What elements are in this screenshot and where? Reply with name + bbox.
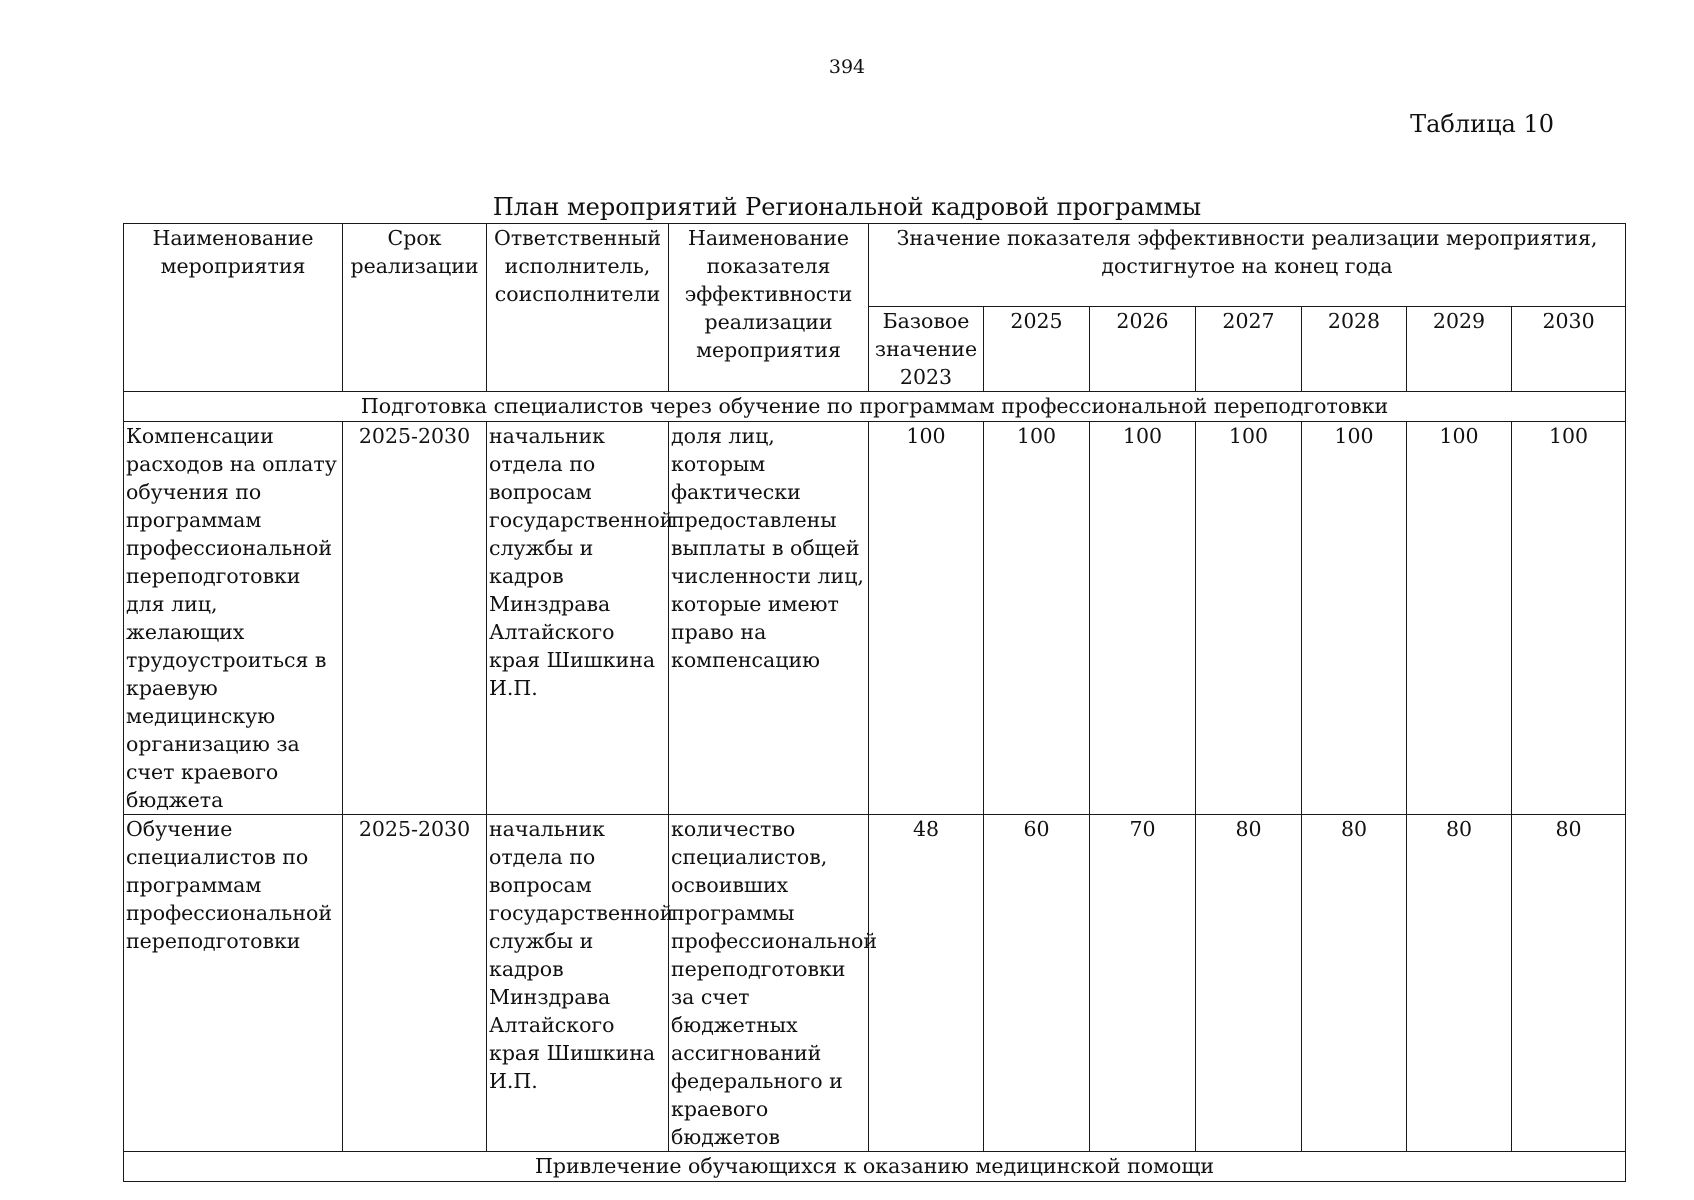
table-row [124, 815, 1626, 1152]
section-row [124, 392, 1626, 422]
header-year: 2030 [1512, 307, 1626, 392]
value-cell: 100 [1302, 422, 1407, 815]
event-cell: Компенсации расходов на оплату обучения по программам профессиональной переподготовки для лиц, желающих трудоустроиться в краевую медицинскую организацию за счет краевого бюджета [124, 422, 343, 815]
header-indicator: Наименование показателя эффективности реализации мероприятия [669, 224, 869, 392]
plan-table [123, 223, 1626, 1182]
value-cell: 48 [869, 815, 984, 1152]
header-year: 2028 [1302, 307, 1407, 392]
value-cell: 100 [1090, 422, 1196, 815]
header-year: 2026 [1090, 307, 1196, 392]
value-cell: 70 [1090, 815, 1196, 1152]
responsible-cell: начальник отдела по вопросам государственной службы и кадров Минздрава Алтайского края Шишкина И.П. [487, 422, 669, 815]
header-event-name: Наименование мероприятия [124, 224, 343, 392]
header-year: 2025 [984, 307, 1090, 392]
section-title: Привлечение обучающихся к оказанию медицинской помощи [124, 1152, 1626, 1182]
value-cell: 80 [1512, 815, 1626, 1152]
value-cell: 100 [1407, 422, 1512, 815]
section-title: Подготовка специалистов через обучение по программам профессиональной переподготовки [124, 392, 1626, 422]
table-row [124, 422, 1626, 815]
table-label: Таблица 10 [1410, 110, 1554, 138]
header-row-1 [124, 224, 1626, 307]
responsible-cell: начальник отдела по вопросам государственной службы и кадров Минздрава Алтайского края Шишкина И.П. [487, 815, 669, 1152]
indicator-cell: количество специалистов, освоивших программы профессиональной переподготовки за счет бюджетных ассигнований федерального и краевого бюджетов [669, 815, 869, 1152]
value-cell: 80 [1302, 815, 1407, 1152]
header-responsible: Ответственный исполнитель, соисполнители [487, 224, 669, 392]
value-cell: 80 [1196, 815, 1302, 1152]
value-cell: 100 [1196, 422, 1302, 815]
event-cell: Обучение специалистов по программам профессиональной переподготовки [124, 815, 343, 1152]
header-year: 2029 [1407, 307, 1512, 392]
term-cell: 2025-2030 [343, 815, 487, 1152]
value-cell: 100 [869, 422, 984, 815]
value-cell: 60 [984, 815, 1090, 1152]
document-title: План мероприятий Региональной кадровой программы [492, 193, 1202, 221]
header-year: 2027 [1196, 307, 1302, 392]
value-cell: 100 [1512, 422, 1626, 815]
term-cell: 2025-2030 [343, 422, 487, 815]
section-row [124, 1152, 1626, 1182]
value-cell: 100 [984, 422, 1090, 815]
header-base-value: Базовое значение 2023 [869, 307, 984, 392]
value-cell: 80 [1407, 815, 1512, 1152]
header-term: Срок реализации [343, 224, 487, 392]
indicator-cell: доля лиц, которым фактически предоставлены выплаты в общей численности лиц, которые имеют право на компенсацию [669, 422, 869, 815]
page-number: 394 [828, 56, 866, 78]
header-value-group: Значение показателя эффективности реализации мероприятия, достигнутое на конец года [869, 224, 1626, 307]
